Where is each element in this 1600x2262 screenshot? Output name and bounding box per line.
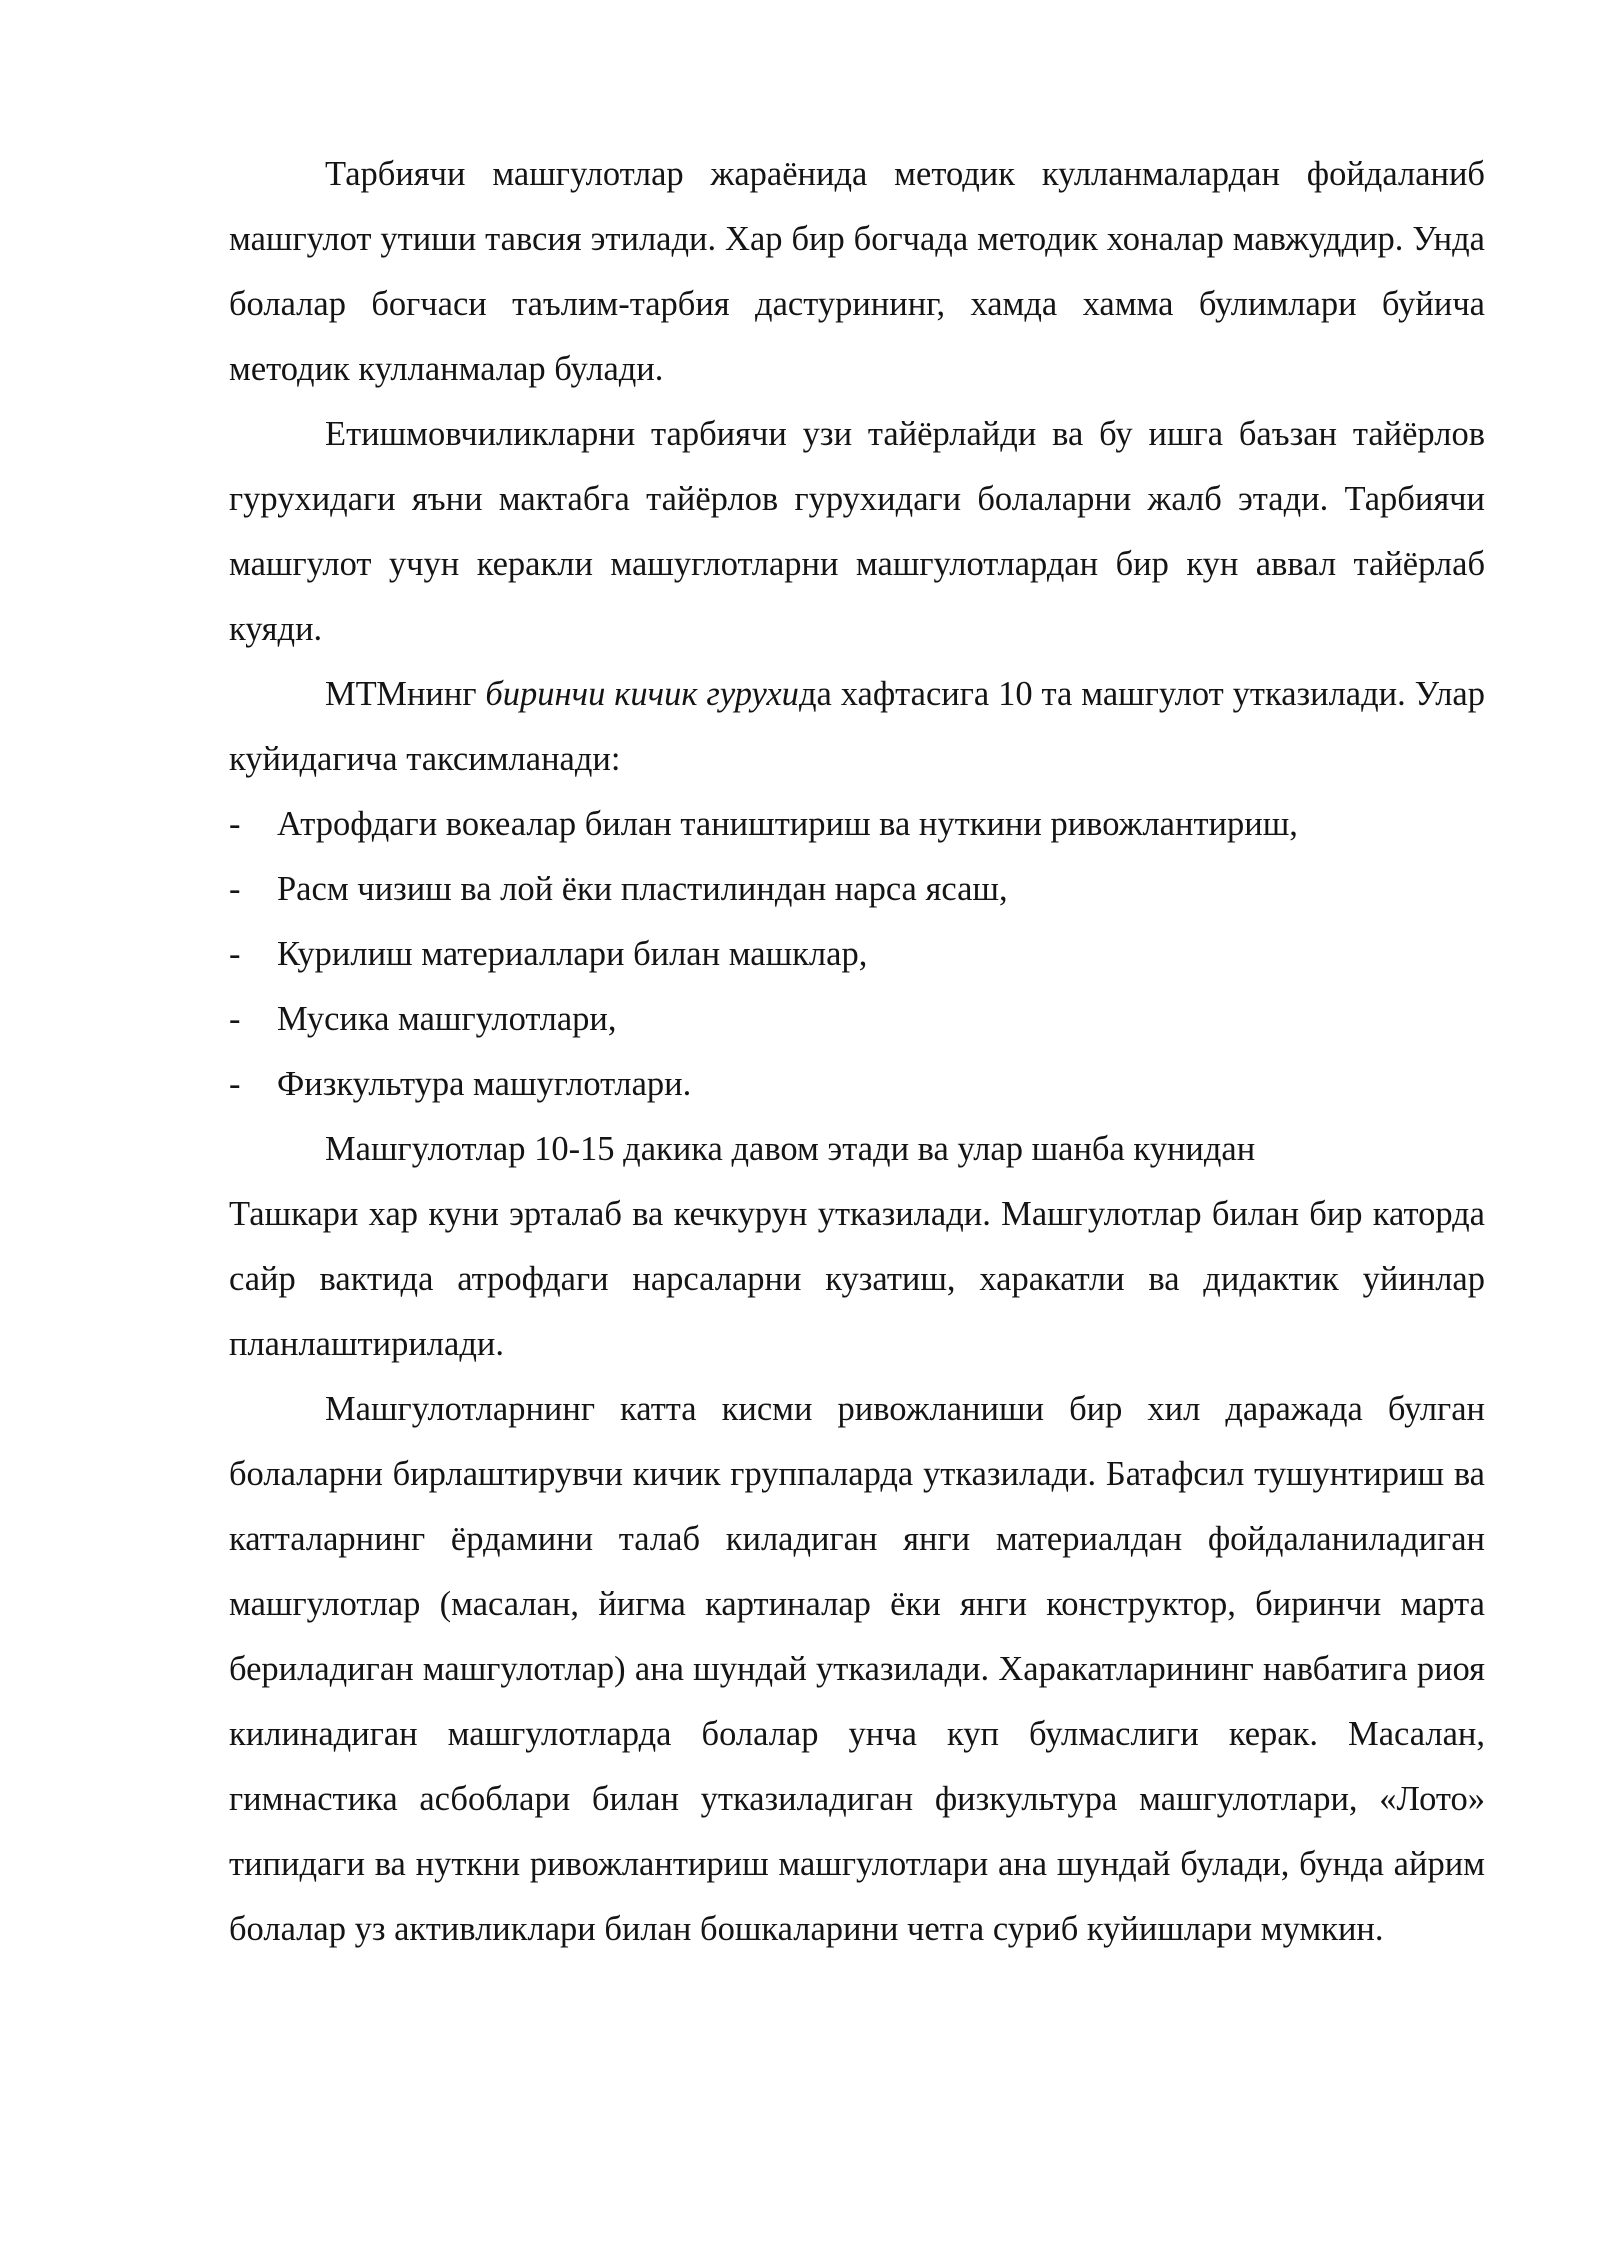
bullet-dash: - (229, 1065, 241, 1103)
list-item-text: Атрофдаги вокеалар билан таништириш ва нуткини ривожлантириш, (277, 805, 1298, 843)
list-item-text: Расм чизиш ва лой ёки пластилиндан нарса ясаш, (277, 870, 1008, 908)
paragraph-3-italic-term: биринчи кичик гурухи (485, 675, 799, 713)
list-item (229, 857, 1485, 922)
list-item (229, 1052, 1485, 1117)
paragraph-2: Етишмовчиликларни тарбиячи узи тайёрлайди ва бу ишга баъзан тайёрлов гурухидаги яъни мактабга тайёрлов гурухидаги болаларни жалб этади. Тарбиячи машгулот учун керакли машуглотларни машгулотлардан бир кун аввал тайёрлаб куяди. (229, 415, 1485, 648)
list-item-text: Физкультура машуглотлари. (277, 1065, 692, 1103)
paragraph-5: Машгулотларнинг катта кисми ривожланиши бир хил даражада булган болаларни бирлаштирувчи кичик группаларда утказилади. Батафсил тушунтириш ва катталарнинг ёрдамини талаб киладиган янги материалдан фойдаланиладиган машгулотлар (масалан, йигма картиналар ёки янги конструктор, биринчи марта бериладиган машгулотлар) ана шундай утказилади. Харакатларининг навбатига риоя килинадиган машгулотларда болалар унча куп булмаслиги керак. Масалан, гимнастика асбоблари билан утказиладиган физкультура машгулотлари, «Лото» типидаги ва нуткни ривожлантириш машгулотлари ана шундай булади, бунда айрим болалар уз активликлари билан бошкаларини четга суриб куйишлари мумкин. (229, 1390, 1485, 1948)
paragraph-3-start: МТМнинг (325, 675, 486, 713)
bullet-list (229, 792, 1485, 1117)
paragraph-4-continued: Ташкари хар куни эрталаб ва кечкурун утказилади. Машгулотлар билан бир каторда сайр вактида атрофдаги нарсаларни кузатиш, харакатли ва дидактик уйинлар планлаштирилади. (229, 1195, 1485, 1363)
bullet-dash: - (229, 1000, 241, 1038)
paragraph-3-end: да хафтасига 10 та машгулот утказилади. Улар куйидагича таксимланади: (229, 675, 1485, 778)
paragraph-4-first-line: Машгулотлар 10-15 дакика давом этади ва улар шанба кунидан (325, 1130, 1256, 1168)
bullet-dash: - (229, 870, 241, 908)
bullet-dash: - (229, 805, 241, 843)
list-item-text: Курилиш материаллари билан машклар, (277, 935, 868, 973)
list-item-text: Мусика машгулотлари, (277, 1000, 617, 1038)
list-item (229, 792, 1485, 857)
list-item (229, 987, 1485, 1052)
list-item (229, 922, 1485, 987)
bullet-dash: - (229, 935, 241, 973)
document-body (229, 142, 1485, 1962)
paragraph-1: Тарбиячи машгулотлар жараёнида методик кулланмалардан фойдаланиб машгулот утиши тавсия этилади. Хар бир богчада методик хоналар мавжуддир. Унда болалар богчаси таълим-тарбия дастурининг, хамда хамма булимлари буйича методик кулланмалар булади. (229, 155, 1485, 388)
paragraph-3 (229, 662, 1485, 792)
